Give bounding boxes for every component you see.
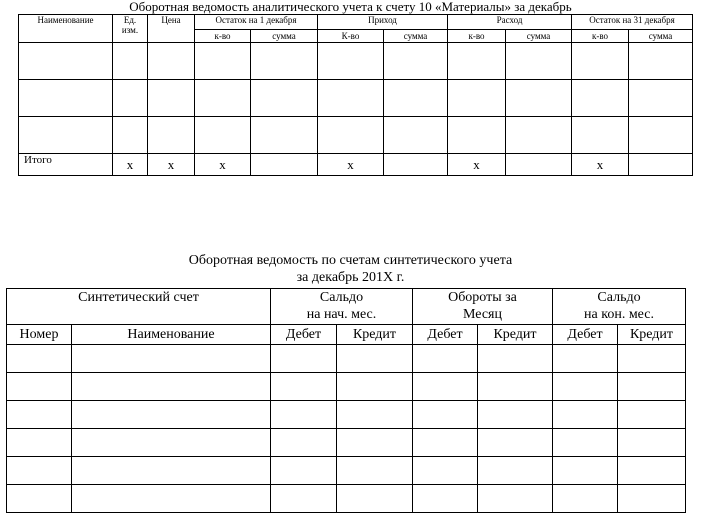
subheader-closing-sum: сумма [629, 30, 693, 43]
synthetic-ledger-period: за декабрь 201Х г. [296, 270, 405, 285]
header-closing-saldo: Сальдо на кон. мес. [553, 289, 686, 325]
subheader-opening-qty: к-во [195, 30, 251, 43]
total-expense-qty-mark: х [448, 154, 506, 176]
subheader-expense-qty: к-во [448, 30, 506, 43]
table-row [7, 457, 686, 485]
analytic-ledger-table [18, 14, 693, 176]
synthetic-ledger-table [6, 288, 686, 513]
header-synthetic-account: Синтетический счет [7, 289, 271, 325]
subheader-closing-debit: Дебет [553, 325, 618, 345]
subheader-name: Наименование [72, 325, 271, 345]
header-closing-balance: Остаток на 31 декабря [572, 15, 693, 30]
header-unit: Ед. изм. [113, 15, 148, 43]
total-label: Итого [19, 154, 113, 176]
table-row [19, 117, 693, 154]
subheader-opening-credit: Кредит [337, 325, 413, 345]
total-closing-sum [629, 154, 693, 176]
total-income-qty-mark: х [318, 154, 384, 176]
analytic-ledger-title: Оборотная ведомость аналитического учета к счету 10 «Материалы» за декабрь [129, 0, 572, 14]
total-unit-mark: х [113, 154, 148, 176]
subheader-turnover-credit: Кредит [478, 325, 553, 345]
header-turnover: Обороты за Месяц [413, 289, 553, 325]
table-row [19, 80, 693, 117]
total-income-sum [384, 154, 448, 176]
subheader-closing-qty: к-во [572, 30, 629, 43]
table-row [19, 43, 693, 80]
total-expense-sum [506, 154, 572, 176]
subheader-income-sum: сумма [384, 30, 448, 43]
total-closing-qty-mark: х [572, 154, 629, 176]
header-expense: Расход [448, 15, 572, 30]
subheader-expense-sum: сумма [506, 30, 572, 43]
header-price: Цена [148, 15, 195, 43]
header-name: Наименование [19, 15, 113, 43]
subheader-income-qty: К-во [318, 30, 384, 43]
table-row [7, 429, 686, 457]
subheader-turnover-debit: Дебет [413, 325, 478, 345]
table-row [7, 373, 686, 401]
subheader-opening-sum: сумма [251, 30, 318, 43]
total-opening-qty-mark: х [195, 154, 251, 176]
header-opening-saldo: Сальдо на нач. мес. [271, 289, 413, 325]
table-row [7, 345, 686, 373]
total-opening-sum [251, 154, 318, 176]
synthetic-ledger-title: Оборотная ведомость по счетам синтетического учета [188, 253, 513, 268]
subheader-closing-credit: Кредит [618, 325, 686, 345]
table-row [7, 485, 686, 513]
table-row [7, 401, 686, 429]
subheader-number: Номер [7, 325, 72, 345]
subheader-opening-debit: Дебет [271, 325, 337, 345]
total-price-mark: х [148, 154, 195, 176]
total-row [19, 154, 693, 176]
header-opening-balance: Остаток на 1 декабря [195, 15, 318, 30]
header-income: Приход [318, 15, 448, 30]
